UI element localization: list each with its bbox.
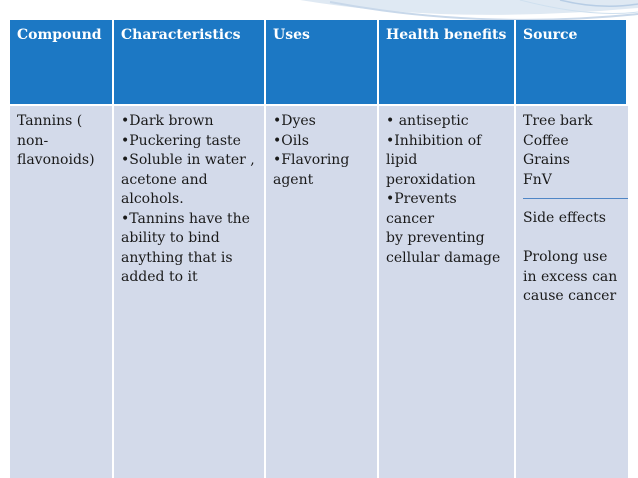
characteristics-line: anything that is [121, 249, 233, 266]
characteristics-line: •Puckering taste [121, 132, 241, 149]
health-benefits-line: cellular damage [386, 249, 501, 266]
health-benefits-line: lipid peroxidation [386, 152, 476, 188]
characteristics-line: added to it [121, 269, 198, 285]
characteristics-line: •Soluble in water , [121, 152, 255, 168]
characteristics-line: ability to bind [121, 230, 220, 246]
compound-line: flavonoids) [17, 152, 95, 168]
side-effects-line: in excess can [523, 268, 618, 285]
compound-line: Tannins ( [17, 113, 83, 129]
uses-line: agent [273, 171, 314, 188]
characteristics-line: •Tannins have the [121, 210, 250, 227]
source-line: Grains [523, 152, 570, 168]
uses-line: •Dyes [273, 113, 316, 129]
source-divider [523, 198, 628, 199]
header-characteristics: Characteristics [114, 20, 266, 106]
characteristics-line: alcohols. [121, 191, 184, 207]
health-benefits-line: •Prevents cancer [386, 191, 457, 227]
spacer [523, 229, 621, 249]
health-benefits-line: by preventing [386, 230, 485, 246]
header-source: Source [516, 20, 628, 106]
cell-uses [266, 106, 379, 478]
source-line: Coffee [523, 132, 569, 149]
characteristics-line: acetone and [121, 171, 208, 188]
tannins-table [10, 20, 628, 478]
uses-line: •Flavoring [273, 152, 350, 168]
source-line: Tree bark [523, 113, 593, 129]
header-health-benefits: Health benefits [379, 20, 516, 106]
characteristics-line: •Dark brown [121, 113, 214, 129]
side-effects-line: Prolong use [523, 249, 608, 265]
side-effects-line: cause cancer [523, 288, 617, 304]
header-uses: Uses [266, 20, 379, 106]
source-line: FnV [523, 171, 552, 188]
uses-line: •Oils [273, 132, 309, 149]
cell-compound [10, 106, 114, 478]
cell-health-benefits [379, 106, 516, 478]
health-benefits-line: •Inhibition of [386, 132, 482, 149]
cell-source [516, 106, 628, 478]
cell-characteristics [114, 106, 266, 478]
header-compound: Compound [10, 20, 114, 106]
compound-line: non- [17, 132, 49, 149]
health-benefits-line: • antiseptic [386, 113, 469, 129]
side-effects-title: Side effects [523, 210, 606, 226]
